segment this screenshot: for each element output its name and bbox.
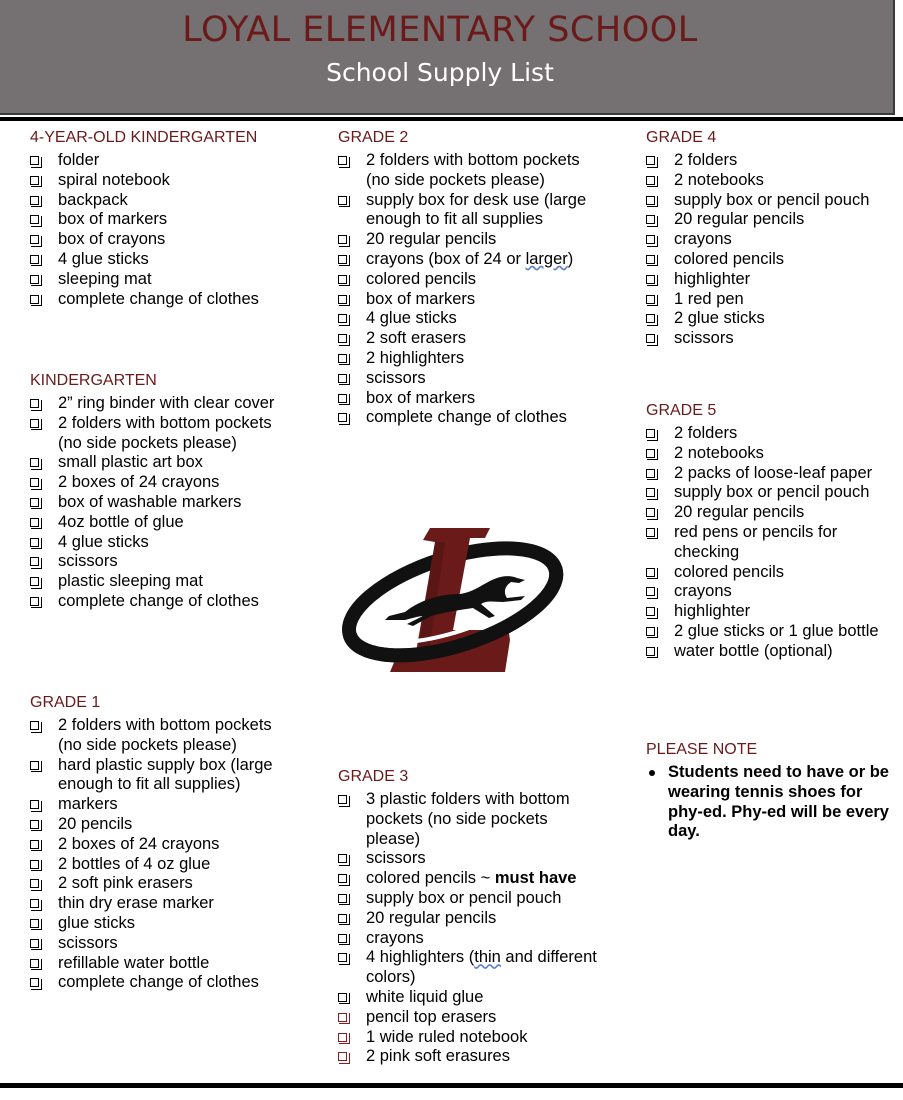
checkbox-icon — [338, 874, 347, 883]
checkbox-icon — [338, 374, 347, 383]
list-item: sleeping mat — [30, 270, 330, 290]
list-item: complete change of clothes — [30, 592, 295, 612]
checkbox-icon — [338, 1013, 347, 1022]
checkbox-icon — [30, 419, 39, 428]
supply-list — [30, 394, 295, 612]
checkbox-icon — [646, 176, 655, 185]
checkbox-icon — [30, 295, 39, 304]
checkbox-icon — [338, 894, 347, 903]
checkbox-icon — [30, 820, 39, 829]
list-item: scissors — [30, 552, 295, 572]
checkbox-icon — [338, 413, 347, 422]
list-item: 1 wide ruled notebook — [338, 1028, 598, 1048]
checkbox-icon — [646, 647, 655, 656]
top-divider — [0, 117, 903, 121]
list-item: 2 bottles of 4 oz glue — [30, 855, 295, 875]
list-item: 20 regular pencils — [338, 909, 598, 929]
list-item: crayons — [338, 929, 598, 949]
checkbox-icon — [338, 1033, 347, 1042]
section-title: GRADE 5 — [646, 402, 717, 419]
checkbox-icon — [30, 800, 39, 809]
list-item: refillable water bottle — [30, 954, 295, 974]
checkbox-icon — [30, 919, 39, 928]
section-grade-3 — [338, 767, 598, 1067]
list-item: 2 pink soft erasures — [338, 1047, 598, 1067]
list-item: thin dry erase marker — [30, 894, 295, 914]
checkbox-icon — [646, 607, 655, 616]
checkbox-icon — [30, 478, 39, 487]
checkbox-icon — [338, 1052, 347, 1061]
checkbox-icon — [646, 587, 655, 596]
checkbox-icon — [30, 597, 39, 606]
supply-list — [646, 424, 901, 662]
checkbox-icon — [646, 449, 655, 458]
checkbox-icon — [338, 354, 347, 363]
checkbox-icon — [30, 498, 39, 507]
checkbox-icon — [30, 939, 39, 948]
section-grade-2 — [338, 128, 598, 428]
list-item: spiral notebook — [30, 171, 330, 191]
checkbox-icon — [30, 458, 39, 467]
list-item: 20 regular pencils — [338, 230, 598, 250]
list-item: supply box for desk use (large enough to fit all supplies — [338, 191, 598, 231]
list-item: colored pencils ~ must have — [338, 869, 598, 889]
list-item: small plastic art box — [30, 453, 295, 473]
bullet-icon — [649, 770, 655, 776]
checkbox-icon — [646, 235, 655, 244]
checkbox-icon — [338, 314, 347, 323]
checkbox-icon — [30, 235, 39, 244]
list-item: crayons — [646, 582, 901, 602]
school-name: LOYAL ELEMENTARY SCHOOL — [182, 10, 698, 50]
list-item: backpack — [30, 191, 330, 211]
document-subtitle: School Supply List — [326, 58, 554, 87]
list-item: pencil top erasers — [338, 1008, 598, 1028]
supply-list — [30, 151, 330, 309]
checkbox-icon — [646, 568, 655, 577]
section-grade-5 — [646, 401, 901, 662]
section-title: KINDERGARTEN — [30, 372, 157, 389]
list-item: 2 boxes of 24 crayons — [30, 473, 295, 493]
checkbox-icon — [646, 469, 655, 478]
list-item: 2 folders with bottom pockets (no side pockets please) — [30, 414, 295, 454]
header-banner — [0, 0, 895, 115]
list-item: scissors — [30, 934, 295, 954]
section-kindergarten — [30, 371, 295, 612]
checkbox-icon — [30, 196, 39, 205]
checkbox-icon — [646, 334, 655, 343]
list-item: scissors — [338, 369, 598, 389]
checkbox-icon — [30, 959, 39, 968]
checkbox-icon — [646, 295, 655, 304]
list-item: 2 soft pink erasers — [30, 874, 295, 894]
list-item: 2 boxes of 24 crayons — [30, 835, 295, 855]
list-item: 2 packs of loose-leaf paper — [646, 464, 901, 484]
checkbox-icon — [338, 235, 347, 244]
checkbox-icon — [646, 275, 655, 284]
list-item: complete change of clothes — [338, 408, 598, 428]
checkbox-icon — [30, 840, 39, 849]
list-item: 20 regular pencils — [646, 503, 901, 523]
list-item: supply box or pencil pouch — [338, 889, 598, 909]
list-item: 4oz bottle of glue — [30, 513, 295, 533]
list-item: 2 glue sticks — [646, 309, 901, 329]
checkbox-icon — [338, 295, 347, 304]
checkbox-icon — [30, 899, 39, 908]
supply-list — [30, 716, 295, 993]
checkbox-icon — [338, 394, 347, 403]
checkbox-icon — [646, 314, 655, 323]
checkbox-icon — [646, 255, 655, 264]
checkbox-icon — [646, 215, 655, 224]
greyhound-l-logo — [335, 520, 570, 680]
list-item: 2” ring binder with clear cover — [30, 394, 295, 414]
list-item: supply box or pencil pouch — [646, 191, 901, 211]
section-title: 4-YEAR-OLD KINDERGARTEN — [30, 129, 258, 146]
supply-list — [338, 151, 598, 428]
note-list — [646, 763, 901, 842]
supply-list — [338, 790, 598, 1067]
bottom-divider — [0, 1083, 903, 1088]
checkbox-icon — [338, 934, 347, 943]
list-item: scissors — [338, 849, 598, 869]
list-item: 2 highlighters — [338, 349, 598, 369]
checkbox-icon — [30, 879, 39, 888]
list-item: highlighter — [646, 602, 901, 622]
checkbox-icon — [338, 255, 347, 264]
checkbox-icon — [30, 255, 39, 264]
list-item: box of washable markers — [30, 493, 295, 513]
list-item: 2 notebooks — [646, 444, 901, 464]
section-4k — [30, 128, 330, 309]
section-title: GRADE 2 — [338, 129, 409, 146]
list-item: plastic sleeping mat — [30, 572, 295, 592]
list-item: 2 folders with bottom pockets (no side pockets please) — [338, 151, 598, 191]
list-item: colored pencils — [338, 270, 598, 290]
list-item: 2 folders with bottom pockets (no side pockets please) — [30, 716, 295, 756]
checkbox-icon — [30, 538, 39, 547]
checkbox-icon — [338, 953, 347, 962]
list-item: 4 glue sticks — [338, 309, 598, 329]
checkbox-icon — [30, 399, 39, 408]
checkbox-icon — [338, 156, 347, 165]
list-item: box of markers — [338, 389, 598, 409]
list-item: Students need to have or be wearing tennis shoes for phy-ed. Phy-ed will be every day. — [646, 763, 901, 842]
list-item: 4 highlighters (thin and different colors) — [338, 948, 598, 988]
checkbox-icon — [646, 528, 655, 537]
list-item: 4 glue sticks — [30, 533, 295, 553]
list-item: scissors — [646, 329, 901, 349]
list-item: folder — [30, 151, 330, 171]
list-item: 20 regular pencils — [646, 210, 901, 230]
checkbox-icon — [30, 761, 39, 770]
list-item: supply box or pencil pouch — [646, 483, 901, 503]
checkbox-icon — [646, 429, 655, 438]
list-item: red pens or pencils for checking — [646, 523, 884, 563]
checkbox-icon — [30, 860, 39, 869]
list-item: 2 folders — [646, 151, 901, 171]
list-item: colored pencils — [646, 250, 901, 270]
section-title: GRADE 1 — [30, 694, 101, 711]
list-item: 4 glue sticks — [30, 250, 330, 270]
checkbox-icon — [338, 795, 347, 804]
section-title: PLEASE NOTE — [646, 741, 758, 758]
checkbox-icon — [338, 854, 347, 863]
section-grade-1 — [30, 693, 295, 993]
checkbox-icon — [30, 215, 39, 224]
list-item: complete change of clothes — [30, 973, 295, 993]
checkbox-icon — [338, 275, 347, 284]
checkbox-icon — [646, 488, 655, 497]
checkbox-icon — [30, 577, 39, 586]
list-item: colored pencils — [646, 563, 901, 583]
checkbox-icon — [646, 156, 655, 165]
list-item: white liquid glue — [338, 988, 598, 1008]
list-item: box of markers — [338, 290, 598, 310]
checkbox-icon — [30, 156, 39, 165]
section-title: GRADE 3 — [338, 768, 409, 785]
list-item: water bottle (optional) — [646, 642, 901, 662]
supply-list — [646, 151, 901, 349]
section-title: GRADE 4 — [646, 129, 717, 146]
list-item: hard plastic supply box (large enough to fit all supplies) — [30, 756, 295, 796]
checkbox-icon — [30, 721, 39, 730]
list-item: 2 glue sticks or 1 glue bottle — [646, 622, 901, 642]
list-item: complete change of clothes — [30, 290, 330, 310]
checkbox-icon — [646, 508, 655, 517]
list-item: 2 notebooks — [646, 171, 901, 191]
checkbox-icon — [338, 993, 347, 1002]
checkbox-icon — [30, 176, 39, 185]
list-item: markers — [30, 795, 295, 815]
list-item: 20 pencils — [30, 815, 295, 835]
list-item: 3 plastic folders with bottom pockets (no side pockets please) — [338, 790, 598, 849]
list-item: 2 folders — [646, 424, 901, 444]
list-item: highlighter — [646, 270, 901, 290]
section-grade-4 — [646, 128, 901, 349]
list-item: glue sticks — [30, 914, 295, 934]
checkbox-icon — [30, 978, 39, 987]
list-item: box of markers — [30, 210, 330, 230]
checkbox-icon — [338, 914, 347, 923]
list-item: crayons — [646, 230, 901, 250]
list-item: box of crayons — [30, 230, 330, 250]
checkbox-icon — [30, 275, 39, 284]
checkbox-icon — [30, 557, 39, 566]
checkbox-icon — [646, 196, 655, 205]
list-item: 2 soft erasers — [338, 329, 598, 349]
list-item: 1 red pen — [646, 290, 901, 310]
checkbox-icon — [646, 627, 655, 636]
checkbox-icon — [338, 196, 347, 205]
checkbox-icon — [338, 334, 347, 343]
list-item: crayons (box of 24 or larger) — [338, 250, 598, 270]
checkbox-icon — [30, 518, 39, 527]
section-please-note — [646, 740, 901, 842]
